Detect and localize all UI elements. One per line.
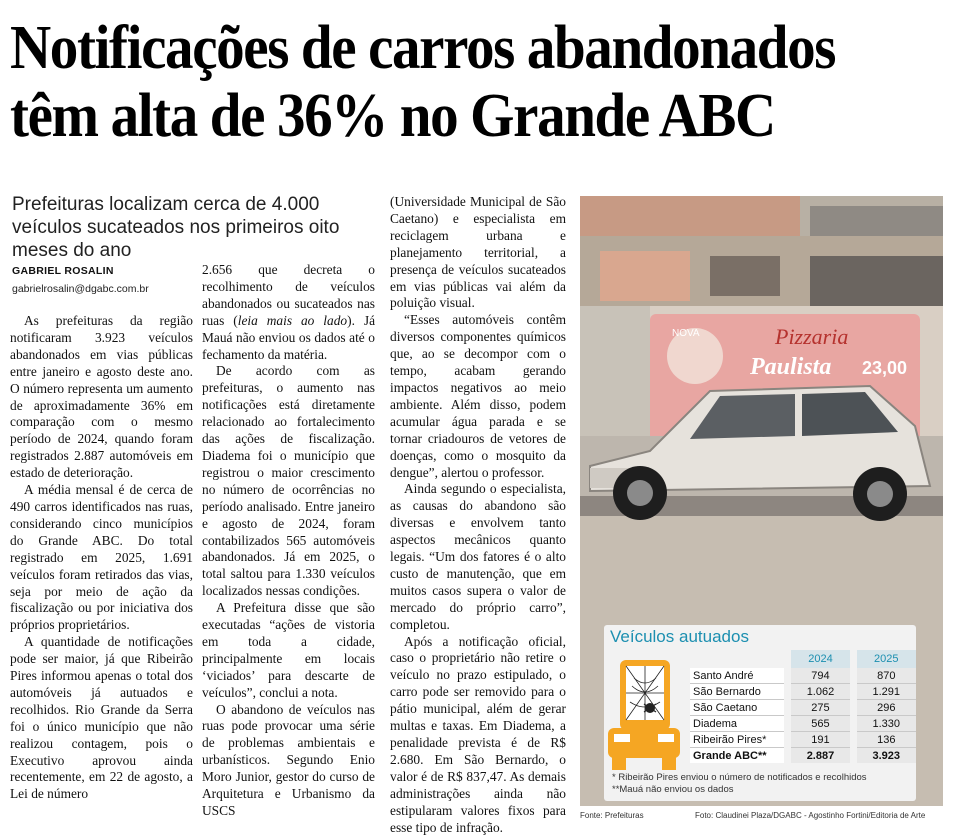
abandoned-car-icon bbox=[608, 660, 680, 772]
paragraph bbox=[202, 262, 375, 363]
infographic-notes bbox=[612, 772, 867, 796]
paragraph: (Universidade Municipal de São Caetano) e especialista em reciclagem urbana e planejamento territorial, a presença de veículos sucateados em vias públicas vai além da poluição visual. bbox=[390, 194, 566, 311]
paragraph: A Prefeitura disse que são executadas “ações de vistoria em toda a cidade, principalmente em locais ‘viciados’ para descarte de veículos”, conclui a nota. bbox=[202, 600, 375, 700]
author-email[interactable]: gabrielrosalin@dgabc.com.br bbox=[12, 283, 149, 295]
sign-text-pizzaria: Pizzaria bbox=[775, 324, 849, 349]
cross-reference: leia mais ao lado bbox=[237, 312, 348, 328]
city-name: São Caetano bbox=[690, 700, 784, 716]
value-2024: 565 bbox=[791, 716, 850, 732]
table-row bbox=[690, 684, 916, 700]
column-header-2024: 2024 bbox=[791, 650, 850, 668]
paragraph: A média mensal é de cerca de 490 carros identificados nas ruas, considerando cinco municípios do Grande ABC. Do total registrado em 2025, 1.691 veículos foram retirados das vias, seja por meio de ação da fiscalização ou por iniciativa dos próprios proprietários. bbox=[10, 482, 193, 633]
table-row bbox=[690, 732, 916, 748]
table-row bbox=[690, 668, 916, 684]
value-2024: 191 bbox=[791, 732, 850, 748]
vehicles-table bbox=[690, 650, 916, 763]
article-column-2 bbox=[202, 262, 375, 820]
vehicles-infographic bbox=[604, 625, 916, 801]
paragraph-text: ). Já Mauá não enviou os dados até o fechamento da matéria. bbox=[202, 312, 376, 362]
column-header-2025: 2025 bbox=[857, 650, 916, 668]
value-2025: 1.291 bbox=[857, 684, 916, 700]
source-credit: Fonte: Prefeituras bbox=[580, 811, 644, 820]
headline-line-1: Notificações de carros abandonados bbox=[10, 14, 836, 82]
table-row bbox=[690, 716, 916, 732]
paragraph-text: 2.656 que decreta o recolhimento de veículos abandonados ou sucateados nas ruas ( bbox=[202, 262, 375, 328]
author-name: GABRIEL ROSALIN bbox=[12, 265, 114, 277]
value-2024: 1.062 bbox=[791, 684, 850, 700]
sign-text-price: 23,00 bbox=[862, 358, 908, 378]
value-2025: 870 bbox=[857, 668, 916, 684]
paragraph: De acordo com as prefeituras, o aumento nas notificações está diretamente relacionado ao fortalecimento das ações de fiscalização. Diadema foi o município que registrou o maior crescimento no número de ocorrências no período analisado. Entre janeiro e agosto de 2024, foram contabilizados 565 automóveis abandonados. Já em 2025, o total saltou para 1.330 veículos localizados nessas condições. bbox=[202, 363, 375, 599]
value-2024: 794 bbox=[791, 668, 850, 684]
headline bbox=[10, 14, 870, 150]
headline-line-2: têm alta de 36% no Grande ABC bbox=[10, 82, 775, 150]
article-column-1 bbox=[10, 313, 193, 803]
total-label: Grande ABC** bbox=[690, 748, 784, 764]
city-name: Santo André bbox=[690, 668, 784, 684]
sign-text-paulista: Paulista bbox=[750, 354, 832, 380]
paragraph: As prefeituras da região notificaram 3.923 veículos abandonados em vias públicas entre janeiro e agosto deste ano. O número representa um aumento de aproximadamente 36% em comparação com o mesmo período de 2024, quando foram registrados 2.887 automóveis em estado de deterioração. bbox=[10, 313, 193, 481]
table-header-row bbox=[690, 650, 916, 668]
city-name: Ribeirão Pires* bbox=[690, 732, 784, 748]
subhead: Prefeituras localizam cerca de 4.000 veículos sucateados nos primeiros oito meses do ano bbox=[12, 194, 340, 261]
byline bbox=[12, 265, 197, 295]
value-2025: 1.330 bbox=[857, 716, 916, 732]
footnote-maua: **Mauá não enviou os dados bbox=[612, 784, 734, 795]
article-column-3 bbox=[390, 194, 566, 836]
infographic-title: Veículos autuados bbox=[610, 627, 749, 646]
paragraph: “Esses automóveis contêm diversos componentes químicos que, ao se decompor com o tempo, acabam gerando impactos negativos ao meio ambiente. Além disso, podem acumular água parada e se tornar criadouros de vetores de doenças, como o mosquito da dengue”, alertou o professor. bbox=[390, 312, 566, 480]
total-2025: 3.923 bbox=[857, 748, 916, 764]
empty-header bbox=[690, 650, 784, 668]
paragraph: Ainda segundo o especialista, as causas do abandono são diversas e envolvem tanto aspectos mecânicos quanto legais. “Um dos fatores é o alto custo de manutenção, que em muitos casos supera o valor de mercado do próprio carro”, completou. bbox=[390, 481, 566, 632]
paragraph: Após a notificação oficial, caso o proprietário não retire o veículo no prazo estipulado, o carro pode ser removido para o pátio municipal, além de gerar multas e taxas. Em Diadema, a penalidade prevista é de R$ 2.680. Em São Bernardo, o valor é de R$ 837,47. As demais administrações ainda não estipularam valores fixos para esse tipo de infração. bbox=[390, 633, 566, 835]
value-2024: 275 bbox=[791, 700, 850, 716]
city-name: São Bernardo bbox=[690, 684, 784, 700]
table-row bbox=[690, 700, 916, 716]
paragraph: O abandono de veículos nas ruas pode provocar uma série de problemas ambientais e urbanísticos. Segundo Enio Moro Junior, gestor do curso de Arquitetura e Urbanismo da USCS bbox=[202, 701, 375, 818]
sign-text-nova: NOVA bbox=[672, 328, 700, 339]
paragraph: A quantidade de notificações pode ser maior, já que Ribeirão Pires informou apenas o total dos automóveis já autuados e recolhidos. Rio Grande da Serra foi o único município que não realizou contagem, pois o Executivo aprovou ainda recentemente, em 22 de agosto, a Lei de número bbox=[10, 634, 193, 802]
value-2025: 296 bbox=[857, 700, 916, 716]
total-2024: 2.887 bbox=[791, 748, 850, 764]
value-2025: 136 bbox=[857, 732, 916, 748]
city-name: Diadema bbox=[690, 716, 784, 732]
photo-credit: Foto: Claudinei Plaza/DGABC - Agostinho Fortini/Editoria de Arte bbox=[695, 811, 926, 820]
table-total-row bbox=[690, 748, 916, 764]
footnote-ribeirao: * Ribeirão Pires enviou o número de notificados e recolhidos bbox=[612, 772, 867, 783]
